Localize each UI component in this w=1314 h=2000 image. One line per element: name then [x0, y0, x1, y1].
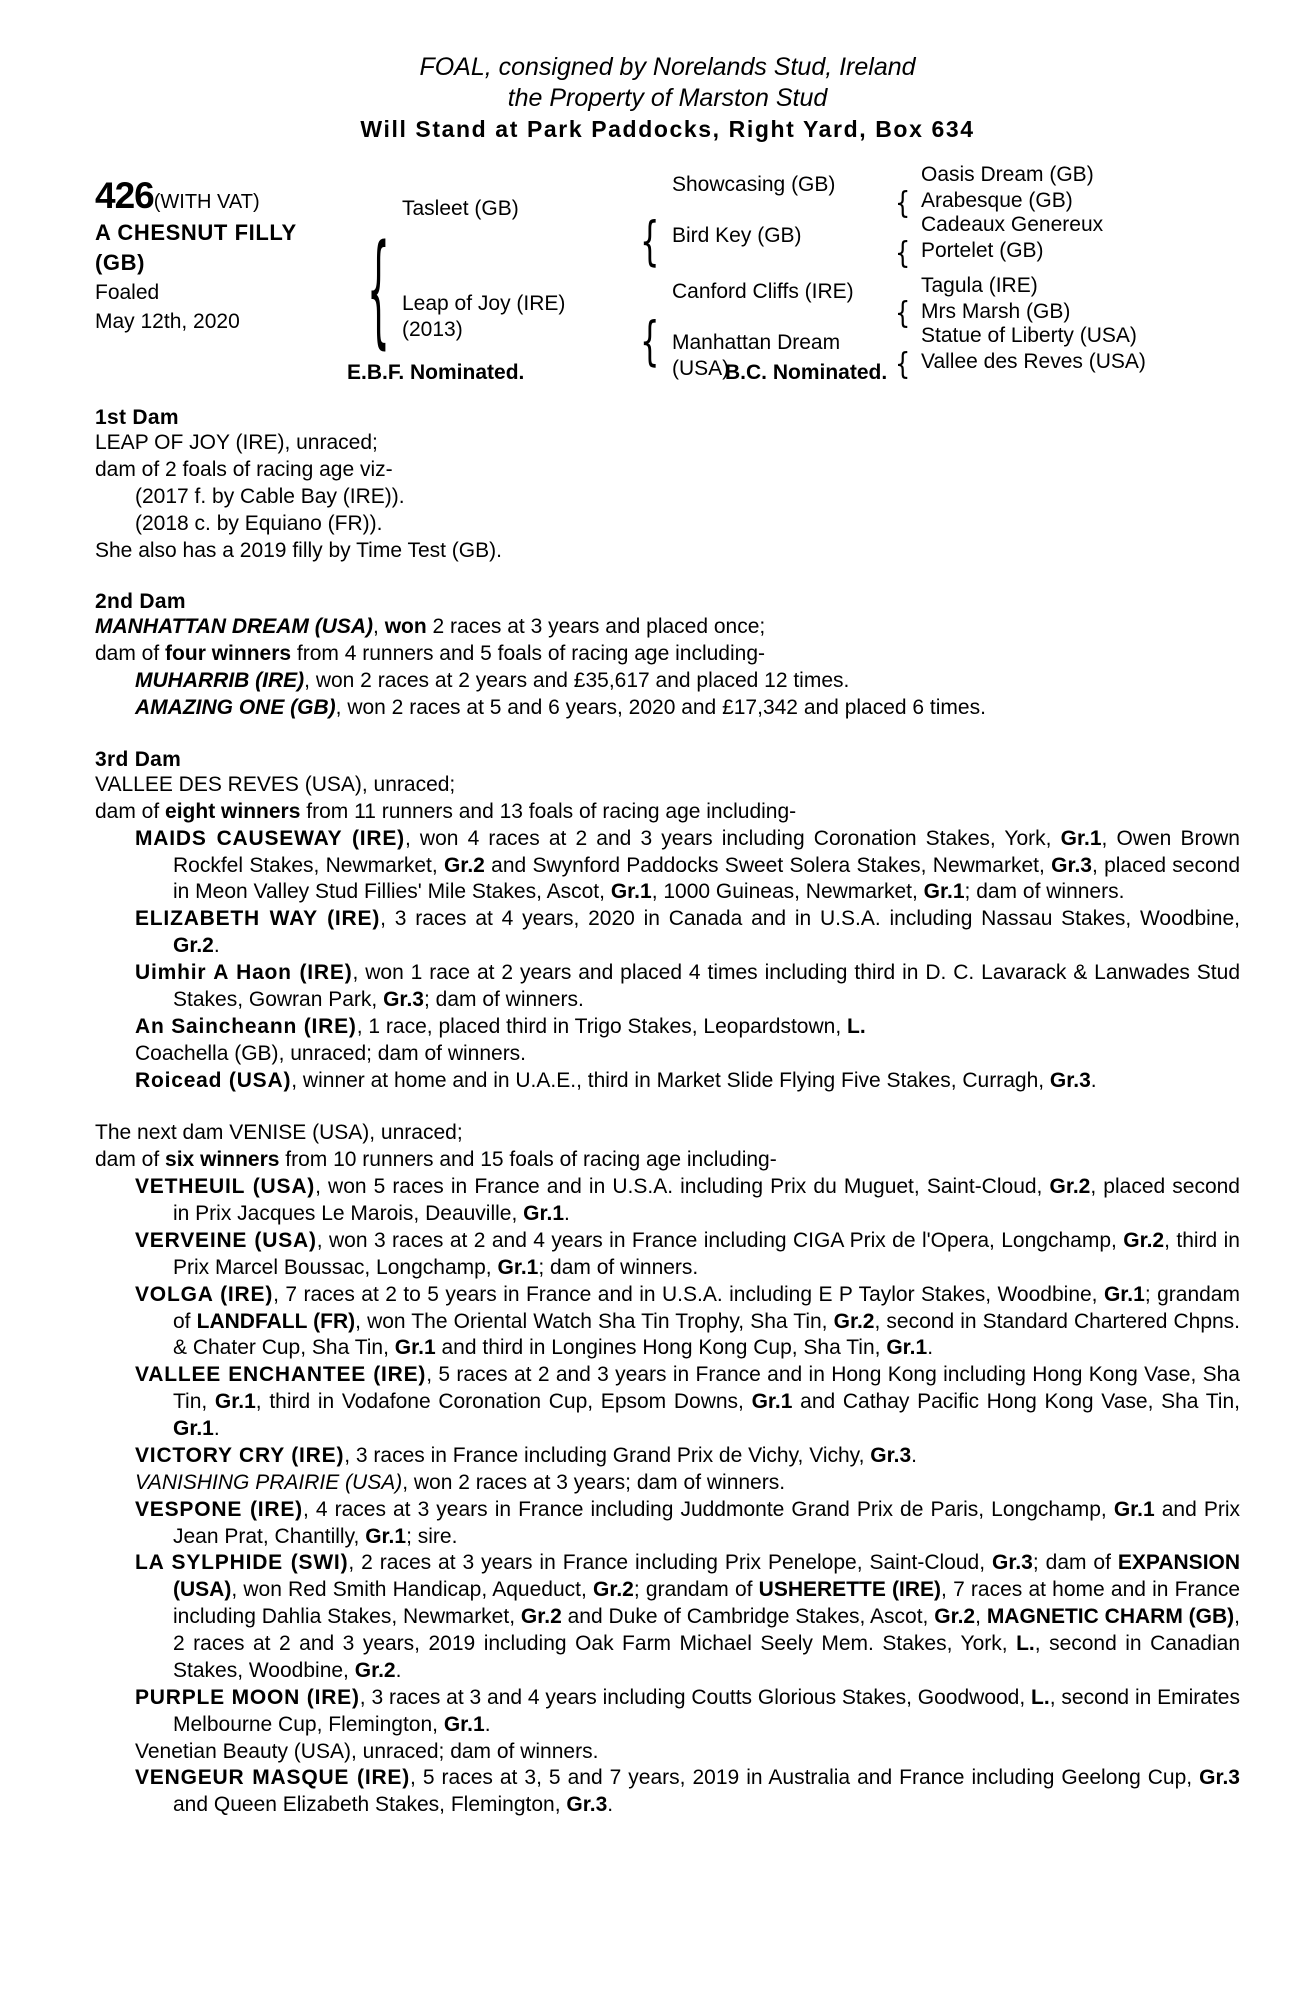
bc-nomination: B.C. Nominated. [725, 361, 888, 385]
first-dam-name: LEAP OF JOY (IRE), unraced; [95, 431, 378, 455]
lot-number-row [95, 175, 355, 217]
dd-sire-name: Statue of Liberty (USA) [921, 324, 1137, 348]
dam-sire-parents [921, 273, 1070, 326]
second-dam-sep: , [373, 615, 385, 639]
progeny-name: ELIZABETH WAY (IRE) [135, 907, 381, 931]
dam-dam-country: (USA) [672, 356, 730, 380]
brace-sd-icon: { [895, 236, 911, 272]
next-dam-name: The next dam VENISE (USA), unraced; [95, 1121, 463, 1145]
brace-dam-icon: { [640, 312, 660, 373]
second-dam-heading: 2nd Dam [95, 590, 186, 614]
progeny-name: MUHARRIB (IRE) [135, 669, 305, 693]
progeny-detail: , won 4 races at 2 and 3 years including Coronation Stakes, York, Gr.1, Owen Brown Rockfel Stakes, Newmarket, Gr.2 and Swynford Paddocks Sweet Solera Stakes, Newmarket, Gr.3, placed second in Meon Valley Stud Fillies' Mile Stakes, Ascot, Gr.1, 1000 Guineas, Newmarket, Gr.1; dam of winners. [173, 826, 1241, 904]
brace-ss-icon: { [895, 186, 911, 222]
third-dam-damof: dam of [95, 799, 166, 823]
progeny-name: VERVEINE (USA) [135, 1228, 317, 1252]
progeny-detail: , 3 races at 4 years, 2020 in Canada and in U.S.A. including Nassau Stakes, Woodbine, Gr.2. [173, 907, 1240, 958]
progeny-entry [95, 1739, 1240, 1766]
sire-sire-parents [921, 162, 1094, 215]
third-dam-section [95, 748, 1240, 1095]
progeny-name: PURPLE MOON (IRE) [135, 1685, 360, 1709]
first-dam-note: She also has a 2019 filly by Time Test (GB). [95, 538, 502, 562]
progeny-entry [95, 695, 1240, 722]
progeny-entry [95, 1685, 1240, 1739]
progeny-detail: , 1 race, placed third in Trigo Stakes, Leopardstown, L. [356, 1014, 866, 1038]
second-dam-record: 2 races at 3 years and placed once; [426, 615, 766, 639]
lot-details [95, 175, 355, 335]
progeny-name: VENGEUR MASQUE (IRE) [135, 1766, 411, 1790]
lot-description-line2: (GB) [95, 249, 146, 275]
first-dam-section [95, 406, 1240, 564]
sd-sire-name: Cadeaux Genereux [921, 213, 1104, 237]
lot-number: 426 [95, 175, 154, 217]
progeny-name: VANISHING PRAIRIE (USA) [135, 1470, 403, 1494]
lot-vat-note: (WITH VAT) [153, 191, 260, 214]
progeny-entry [95, 1068, 1240, 1095]
dam-year: (2013) [402, 318, 463, 342]
first-dam-foal-2: (2018 c. by Equiano (FR)). [135, 511, 383, 535]
third-dam-produce-intro [95, 799, 1240, 826]
brace-level1-icon: { [367, 221, 390, 363]
progeny-name: An Saincheann (IRE) [135, 1014, 357, 1038]
second-dam-damof: dam of [95, 642, 166, 666]
brace-dd-icon: { [895, 347, 911, 383]
foaled-date: May 12th, 2020 [95, 309, 240, 333]
sire-sire-name: Showcasing (GB) [672, 173, 836, 197]
progeny-name: Uimhir A Haon (IRE) [135, 961, 353, 985]
progeny-entry [95, 826, 1240, 907]
third-dam-heading: 3rd Dam [95, 747, 182, 771]
second-dam-entries [95, 668, 1240, 722]
first-dam-heading: 1st Dam [95, 406, 179, 430]
progeny-name: VESPONE (IRE) [135, 1497, 303, 1521]
progeny-detail: , won 1 race at 2 years and placed 4 times including third in D. C. Lavarack & Lanwades Stud Stakes, Gowran Park, Gr.3; dam of winners. [173, 961, 1240, 1011]
dam-sire-name: Canford Cliffs (IRE) [672, 280, 854, 304]
dam-dam-name: Manhattan Dream [672, 331, 841, 355]
page-header [95, 52, 1240, 143]
progeny-entry [95, 1550, 1240, 1684]
pedigree-chart [95, 163, 1240, 385]
progeny-name: Roicead (USA) [135, 1068, 292, 1092]
progeny-entry [95, 1282, 1240, 1363]
dam-dam-parents [921, 323, 1146, 376]
sire-name: Tasleet (GB) [402, 197, 519, 221]
progeny-detail: , 7 races at 2 to 5 years in France and in U.S.A. including E P Taylor Stakes, Woodbine, Gr.1; grandam of LANDFALL (FR), won The Oriental Watch Sha Tin Trophy, Sha Tin, Gr.2, second in Standard Chartered Chpns. & Chater Cup, Sha Tin, Gr.1 and third in Longines Hong Kong Cup, Sha Tin, Gr.1. [173, 1282, 1241, 1360]
progeny-name: VOLGA (IRE) [135, 1282, 274, 1306]
second-dam-winner-count: four winners [165, 642, 292, 666]
progeny-detail: , won 2 races at 5 and 6 years, 2020 and £17,342 and placed 6 times. [335, 696, 986, 720]
progeny-entry [95, 1174, 1240, 1228]
progeny-entry [95, 1470, 1240, 1497]
progeny-detail: , won 2 races at 3 years; dam of winners. [402, 1470, 786, 1494]
second-dam-name: MANHATTAN DREAM (USA) [95, 615, 374, 639]
first-dam-produce-intro: dam of 2 foals of racing age viz- [95, 457, 393, 481]
next-dam-section [95, 1120, 1240, 1819]
progeny-entry [95, 668, 1240, 695]
sire-dam-name: Bird Key (GB) [672, 224, 802, 248]
sire-dam-parents [921, 212, 1103, 265]
dam-block [402, 291, 565, 344]
progeny-entry [95, 1362, 1240, 1443]
stand-location-line: Will Stand at Park Paddocks, Right Yard, Box 634 [360, 116, 975, 142]
progeny-entry [95, 960, 1240, 1014]
progeny-detail: , 5 races at 3, 5 and 7 years, 2019 in Australia and France including Geelong Cup, Gr.3 and Queen Elizabeth Stakes, Flemington, Gr.3. [173, 1766, 1240, 1817]
progeny-entry [95, 1041, 1240, 1068]
progeny-detail: , 3 races in France including Grand Prix de Vichy, Vichy, Gr.3. [344, 1443, 917, 1467]
progeny-name: Coachella (GB) [135, 1041, 279, 1065]
dam-name: Leap of Joy (IRE) [402, 292, 566, 316]
ds-dam-name: Mrs Marsh (GB) [921, 300, 1071, 324]
progeny-detail: , unraced; dam of winners. [278, 1041, 527, 1065]
ds-sire-name: Tagula (IRE) [921, 274, 1038, 298]
progeny-detail: , won 3 races at 2 and 4 years in France including CIGA Prix de l'Opera, Longchamp, Gr.2, third in Prix Marcel Boussac, Longchamp, Gr.1; dam of winners. [173, 1228, 1240, 1279]
progeny-detail: , unraced; dam of winners. [350, 1739, 599, 1763]
second-dam-won: won [384, 615, 427, 639]
progeny-detail: , 2 races at 3 years in France including Prix Penelope, Saint-Cloud, Gr.3; dam of EXPANSION (USA), won Red Smith Handicap, Aqueduct, Gr.2; grandam of USHERETTE (IRE), 7 races at home and in France including Dahlia Stakes, Newmarket, Gr.2 and Duke of Cambridge Stakes, Ascot, Gr.2, MAGNETIC CHARM (GB), 2 races at 2 and 3 years, 2019 including Oak Farm Michael Seely Mem. Stakes, York, L., second in Canadian Stakes, Woodbine, Gr.2. [173, 1551, 1241, 1682]
dd-dam-name: Vallee des Reves (USA) [921, 350, 1146, 374]
sd-dam-name: Portelet (GB) [921, 239, 1044, 263]
brace-ds-icon: { [895, 296, 911, 332]
progeny-name: MAIDS CAUSEWAY (IRE) [135, 826, 405, 850]
progeny-entry [95, 1228, 1240, 1282]
progeny-entry [95, 1443, 1240, 1470]
progeny-entry [95, 906, 1240, 960]
foaled-label: Foaled [95, 280, 160, 304]
ss-sire-name: Oasis Dream (GB) [921, 163, 1094, 187]
next-dam-damof: dam of [95, 1148, 166, 1172]
next-dam-entries [95, 1174, 1240, 1819]
ss-dam-name: Arabesque (GB) [921, 189, 1073, 213]
progeny-detail: , won 2 races at 2 years and £35,617 and placed 12 times. [304, 669, 850, 693]
progeny-detail: , 3 races at 3 and 4 years including Coutts Glorious Stakes, Goodwood, L., second in Emirates Melbourne Cup, Flemington, Gr.1. [173, 1685, 1240, 1736]
third-dam-name: VALLEE DES REVES (USA), unraced; [95, 772, 456, 796]
first-dam-foal-1: (2017 f. by Cable Bay (IRE)). [135, 484, 405, 508]
ebf-nomination: E.B.F. Nominated. [347, 361, 525, 385]
third-dam-runners: from 11 runners and 13 foals of racing age including- [300, 799, 797, 823]
property-line: the Property of Marston Stud [507, 83, 828, 112]
progeny-detail: , won 5 races in France and in U.S.A. including Prix du Muguet, Saint-Cloud, Gr.2, placed second in Prix Jacques Le Marois, Deauville, Gr.1. [173, 1175, 1240, 1226]
brace-sire-icon: { [640, 212, 660, 273]
consignor-line: FOAL, consigned by Norelands Stud, Ireland [419, 53, 916, 81]
progeny-name: LA SYLPHIDE (SWI) [135, 1551, 349, 1575]
second-dam-produce-intro [95, 641, 1240, 668]
progeny-name: VETHEUIL (USA) [135, 1175, 316, 1199]
progeny-name: Venetian Beauty (USA) [135, 1739, 351, 1763]
progeny-entry [95, 1497, 1240, 1551]
progeny-name: VALLEE ENCHANTEE (IRE) [135, 1363, 427, 1387]
next-dam-runners: from 10 runners and 15 foals of racing age including- [279, 1148, 777, 1172]
progeny-detail: , 5 races at 2 and 3 years in France and in Hong Kong including Hong Kong Vase, Sha Tin, Gr.1, third in Vodafone Coronation Cup, Epsom Downs, Gr.1 and Cathay Pacific Hong Kong Vase, Sha Tin, Gr.1. [173, 1363, 1240, 1441]
second-dam-name-line [95, 614, 1240, 641]
next-dam-winner-count: six winners [165, 1148, 280, 1172]
next-dam-produce-intro [95, 1147, 1240, 1174]
second-dam-section [95, 590, 1240, 722]
progeny-entry [95, 1014, 1240, 1041]
progeny-detail: , winner at home and in U.A.E., third in Market Slide Flying Five Stakes, Curragh, Gr.3. [291, 1068, 1097, 1092]
third-dam-winner-count: eight winners [165, 799, 301, 823]
progeny-name: AMAZING ONE (GB) [135, 696, 336, 720]
progeny-detail: , 4 races at 3 years in France including Juddmonte Grand Prix de Paris, Longchamp, Gr.1 and Prix Jean Prat, Chantilly, Gr.1; sire. [173, 1497, 1241, 1548]
progeny-entry [95, 1765, 1240, 1819]
third-dam-entries [95, 826, 1240, 1095]
lot-description-line1: A CHESNUT FILLY [95, 220, 297, 246]
second-dam-runners: from 4 runners and 5 foals of racing age including- [291, 642, 765, 666]
progeny-name: VICTORY CRY (IRE) [135, 1443, 345, 1467]
